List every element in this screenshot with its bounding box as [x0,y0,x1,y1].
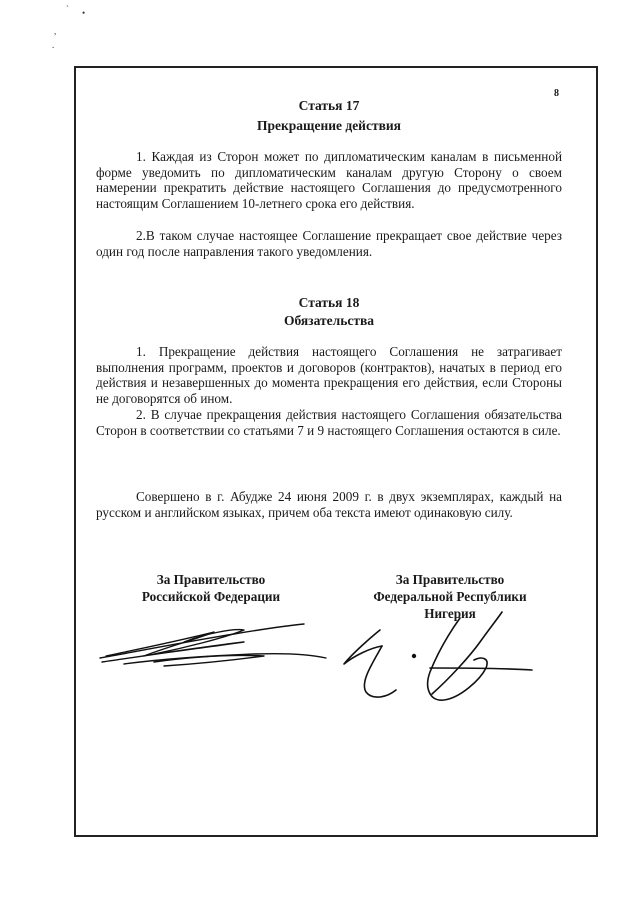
article-17-paragraph-2: 2.В таком случае настоящее Соглашение прекращает свое действие через один год после направления такого уведомления. [96,228,562,259]
handwritten-signature-russia [94,612,344,682]
page-number: 8 [554,88,559,99]
scan-artifact: • [82,8,86,18]
article-17-subtitle: Прекращение действия [257,118,401,133]
signature-label-line-2: Российской Федерации [141,589,281,604]
signature-label-line-3: Нигерия [424,606,476,621]
article-18-title: Статья 18 [298,295,360,310]
scan-artifact: . [52,40,55,50]
handwritten-signature-nigeria [330,598,540,718]
signature-block-russia [118,571,304,605]
scan-artifact: , [54,26,57,36]
article-17-title: Статья 17 [298,98,360,113]
signature-label-line-1: За Правительство [156,572,266,587]
article-18-paragraph-2: 2. В случае прекращения действия настоящего Соглашения обязательства Сторон в соответствии со статьями 7 и 9 настоящего Соглашения остаются в силе. [96,407,562,438]
article-18-subtitle: Обязательства [283,313,375,328]
article-17-paragraph-1: 1. Каждая из Сторон может по дипломатическим каналам в письменной форме уведомить по дипломатическим каналам другую Сторону о своем намерении прекратить действие настоящего Соглашения до предусмотренного настоящим Соглашением 10-летнего срока его действия. [96,149,562,211]
signature-label-line-1: За Правительство [395,572,505,587]
scan-artifact: ` [66,4,69,14]
article-18-paragraph-1: 1. Прекращение действия настоящего Соглашения не затрагивает выполнения программ, проектов и договоров (контрактов), начатых в период его действия и незавершенных до момента прекращения его действия, если Стороны не договорятся об ином. [96,344,562,406]
signature-label-line-2: Федеральной Республики [373,589,527,604]
closing-paragraph: Совершено в г. Абудже 24 июня 2009 г. в двух экземплярах, каждый на русском и английском языках, причем оба текста имеют одинаковую силу. [96,489,562,520]
